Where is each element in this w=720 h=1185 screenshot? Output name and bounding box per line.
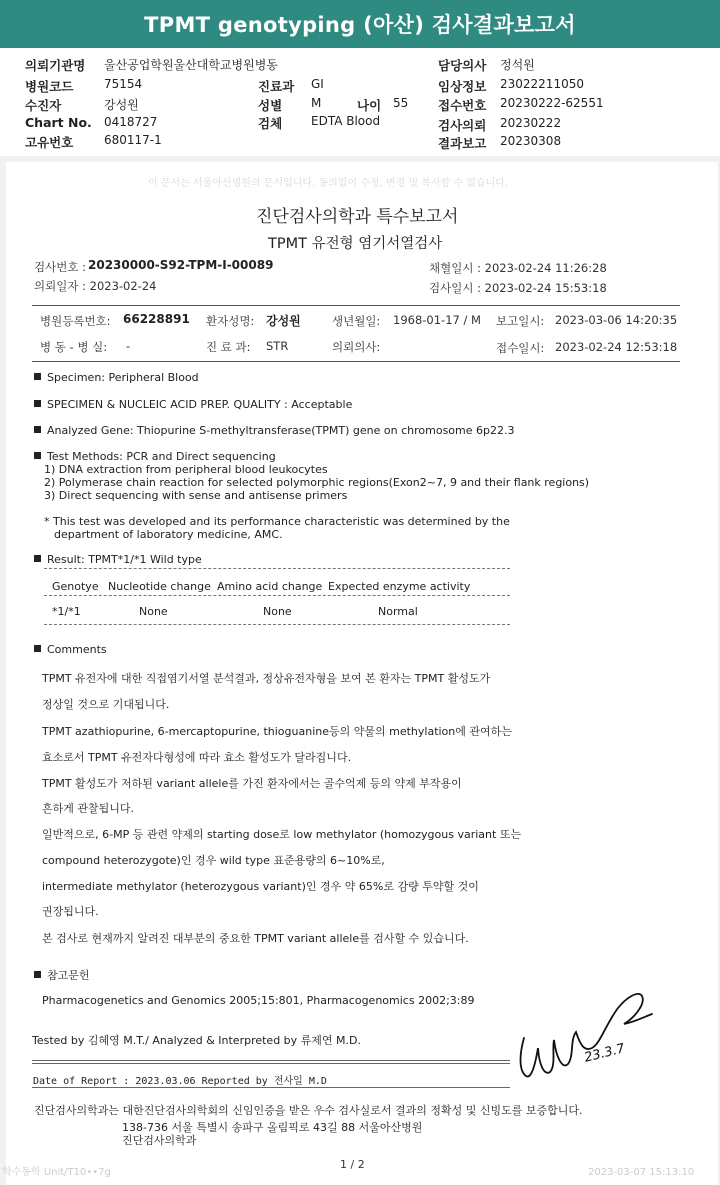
footer-timestamp: 2023-03-07 15:13:10: [588, 1167, 695, 1178]
tested-by: Tested by 김혜영 M.T./ Analyzed & Interpreted by 류제연 M.D.: [32, 1034, 361, 1047]
name-value: 강성원: [266, 314, 301, 328]
clinical-label: 임상정보: [438, 79, 487, 94]
watermark-notice: 이 문서는 서울아산병원의 문서입니다. 동의없이 수정, 변경 및 복사할 수 없습니다.: [148, 178, 509, 189]
document-title: 진단검사의학과 특수보고서: [256, 207, 459, 227]
age-label: 나이: [357, 98, 382, 113]
org-value: 울산공업학원울산대학교병원병동: [104, 58, 278, 72]
exam-no: 20230000-S92-TPM-I-00089: [88, 258, 274, 272]
page-number: 1 / 2: [340, 1158, 365, 1171]
dob-label: 생년월일:: [332, 314, 381, 328]
divider: [32, 361, 680, 362]
collect-datetime: 채혈일시 : 2023-02-24 11:26:28: [429, 261, 607, 275]
comment-line: 본 검사로 현재까지 알려진 대부분의 중요한 TPMT variant allele를 검사할 수 있습니다.: [42, 932, 469, 945]
receipt-dt-label: 접수일시:: [496, 341, 545, 355]
table-cell-nucleotide: None: [139, 605, 168, 618]
dob-value: 1968-01-17 / M: [393, 313, 481, 327]
method-item: 1) DNA extraction from peripheral blood leukocytes: [44, 463, 328, 476]
comment-line: 정상일 것으로 기대됩니다.: [42, 698, 170, 711]
comment-line: TPMT 유전자에 대한 직접염기서열 분석결과, 정상유전자형을 보여 본 환자는 TPMT 활성도가: [42, 672, 491, 685]
signature-image: [506, 978, 666, 1088]
hospcode-label: 병원코드: [25, 79, 74, 94]
report-header: [0, 48, 720, 156]
date-of-report: Date of Report : 2023.03.06 Reported by 전사일 M.D: [33, 1076, 327, 1087]
receipt-value: 20230222-62551: [500, 96, 604, 110]
uid-value: 680117-1: [104, 133, 162, 147]
report-dt-label: 보고일시:: [496, 314, 545, 328]
patient-dept-label: 진 료 과:: [206, 340, 251, 354]
report-rule: [32, 1060, 510, 1061]
table-divider: [44, 624, 510, 625]
table-cell-enzyme: Normal: [378, 605, 418, 618]
specimen-value: EDTA Blood: [311, 114, 381, 128]
chart-label: Chart No.: [25, 115, 92, 130]
patient-dept-value: STR: [266, 339, 289, 353]
development-note: department of laboratory medicine, AMC.: [54, 528, 283, 541]
clinical-value: 23022211050: [500, 77, 584, 91]
sex-value: M: [311, 96, 322, 110]
method-item: 2) Polymerase chain reaction for selected polymorphic regions(Exon2~7, 9 and their flank regions): [44, 476, 590, 489]
comments-title: Comments: [34, 643, 107, 656]
report-rule: [32, 1087, 510, 1088]
address: 138-736 서울 특별시 송파구 올림픽로 43길 88 서울아산병원: [122, 1121, 423, 1134]
reg-label: 병원등록번호:: [40, 314, 111, 328]
comment-line: TPMT azathiopurine, 6-mercaptopurine, thioguanine등의 약물의 methylation에 관여하는: [42, 725, 512, 738]
department-footer: 진단검사의학과: [122, 1134, 197, 1147]
table-header: Genotye: [52, 580, 99, 593]
receipt-dt-value: 2023-02-24 12:53:18: [555, 340, 678, 354]
report-document: [2, 162, 718, 1185]
table-header: Expected enzyme activity: [328, 580, 471, 593]
table-cell-amino: None: [263, 605, 292, 618]
comment-line: 일반적으로, 6-MP 등 관련 약제의 starting dose로 low methylator (homozygous variant 또는: [42, 828, 522, 841]
reg-value: 66228891: [123, 312, 190, 326]
document-subtitle: TPMT 유전형 염기서열검사: [268, 236, 443, 252]
receipt-label: 접수번호: [438, 98, 487, 113]
divider: [32, 305, 680, 306]
table-divider: [44, 595, 510, 596]
table-divider: [44, 568, 510, 569]
comment-line: compound heterozygote)인 경우 wild type 표준용량의 6~10%로,: [42, 854, 385, 867]
name-label: 환자성명:: [206, 314, 255, 328]
gene-line: Analyzed Gene: Thiopurine S-methyltransferase(TPMT) gene on chromosome 6p22.3: [34, 424, 514, 437]
comment-line: TPMT 활성도가 저하된 variant allele를 가진 환자에서는 골수억제 등의 약제 부작용이: [42, 777, 462, 790]
table-cell-genotype: *1/*1: [52, 605, 81, 618]
specimen-label: 검체: [258, 116, 283, 131]
report-dt-value: 2023-03-06 14:20:35: [555, 313, 678, 327]
ward-value: -: [126, 339, 131, 353]
dept-value: GI: [311, 77, 324, 91]
references-title: 참고문헌: [34, 967, 90, 983]
comment-line: intermediate methylator (heterozygous variant)인 경우 약 65%로 감량 투약할 것이: [42, 880, 479, 893]
report-value: 20230308: [500, 134, 562, 148]
uid-label: 고유번호: [25, 135, 74, 150]
hospcode-value: 75154: [104, 77, 143, 91]
methods-title: Test Methods: PCR and Direct sequencing: [34, 450, 276, 463]
table-header: Amino acid change: [217, 580, 323, 593]
org-label: 의뢰기관명: [25, 58, 86, 73]
reference-text: Pharmacogenetics and Genomics 2005;15:801, Pharmacogenomics 2002;3:89: [42, 994, 475, 1007]
age-value: 55: [393, 96, 409, 110]
request-value: 20230222: [500, 116, 562, 130]
report-label: 결과보고: [438, 136, 487, 151]
request-label: 검사의뢰: [438, 118, 487, 133]
table-header: Nucleotide change: [108, 580, 211, 593]
dept-label: 진료과: [258, 79, 295, 94]
development-note: * This test was developed and its performance characteristic was determined by the: [44, 515, 510, 528]
report-rule: [32, 1063, 510, 1064]
footer-left: 학수동학 Unit/T10••7g: [2, 1167, 111, 1178]
exam-no-label: 검사번호 :: [34, 260, 86, 274]
comment-line: 효소로서 TPMT 유전자다형성에 따라 효소 활성도가 달라집니다.: [42, 751, 352, 764]
report-banner-title: TPMT genotyping (아산) 검사결과보고서: [0, 0, 720, 48]
ward-label: 병 동 - 병 실:: [40, 340, 108, 354]
doctor-label: 담당의사: [438, 58, 487, 73]
subject-value: 강성원: [104, 98, 139, 112]
result-line: Result: TPMT*1/*1 Wild type: [34, 553, 202, 566]
signature-date: 23.3.7: [582, 1041, 627, 1066]
doctor-value: 정석원: [500, 58, 535, 72]
chart-value: 0418727: [104, 115, 158, 129]
sex-label: 성별: [258, 98, 283, 113]
request-date: 의뢰일자 : 2023-02-24: [34, 279, 157, 293]
subject-label: 수진자: [25, 98, 62, 113]
method-item: 3) Direct sequencing with sense and antisense primers: [44, 489, 348, 502]
ref-doctor-label: 의뢰의사:: [332, 340, 381, 354]
specimen-line: Specimen: Peripheral Blood: [34, 371, 199, 384]
comment-line: 흔하게 관찰됩니다.: [42, 802, 135, 815]
certification-text: 진단검사의학과는 대한진단검사의학회의 신임인증을 받은 우수 검사실로서 결과의 정확성 및 신빙도를 보증합니다.: [34, 1104, 583, 1117]
quality-line: SPECIMEN & NUCLEIC ACID PREP. QUALITY : Acceptable: [34, 398, 352, 411]
comment-line: 권장됩니다.: [42, 905, 99, 918]
test-datetime: 검사일시 : 2023-02-24 15:53:18: [429, 281, 607, 295]
